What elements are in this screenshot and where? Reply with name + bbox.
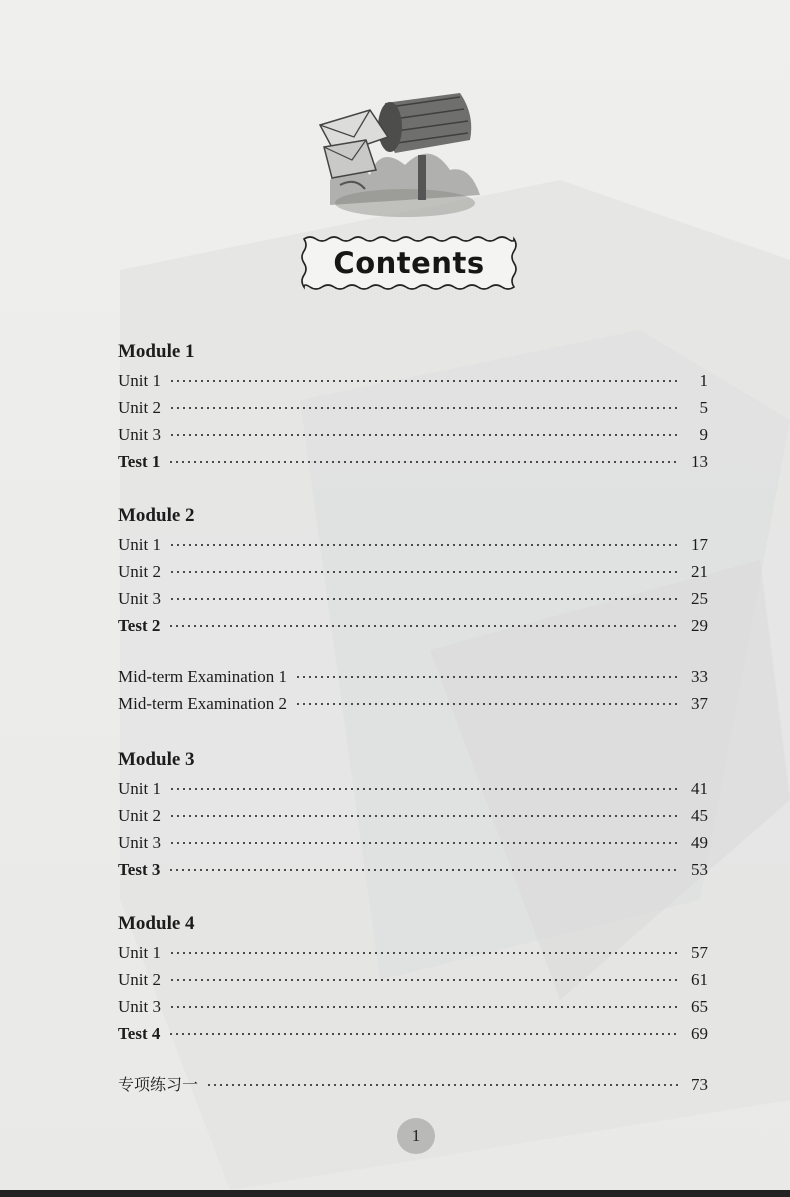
section-title: Module 3 (118, 749, 195, 770)
dot-leader (295, 676, 678, 678)
toc-entry[interactable] (118, 829, 708, 856)
mailbox-with-letters-icon (310, 85, 490, 225)
dot-leader (295, 703, 678, 705)
section-title: Module 2 (118, 505, 195, 526)
toc-entry[interactable] (118, 690, 708, 717)
entry-label: Unit 2 (118, 970, 161, 989)
entry-label: Unit 3 (118, 833, 161, 852)
dot-leader (169, 544, 678, 546)
entry-page-number: 29 (691, 616, 708, 635)
dot-leader (169, 952, 678, 954)
dot-leader (169, 571, 678, 573)
entry-page-number: 53 (691, 860, 708, 879)
toc-section-special-practice (118, 1071, 708, 1098)
entry-page-number: 57 (691, 943, 708, 962)
entry-page-number: 41 (691, 779, 708, 798)
toc-entry[interactable] (118, 856, 708, 883)
toc-entry[interactable] (118, 531, 708, 558)
entry-page-number: 49 (691, 833, 708, 852)
entry-label: Test 1 (118, 452, 161, 471)
toc-entry[interactable] (118, 1071, 708, 1098)
entry-label: Unit 1 (118, 943, 161, 962)
dot-leader (206, 1084, 678, 1086)
entry-label: Mid-term Examination 1 (118, 667, 288, 686)
entry-label: Unit 2 (118, 806, 161, 825)
entry-label: Unit 2 (118, 398, 161, 417)
toc-entry[interactable] (118, 1020, 708, 1047)
entry-page-number: 17 (691, 535, 708, 554)
entry-page-number: 9 (699, 425, 708, 444)
dot-leader (169, 842, 678, 844)
entry-page-number: 25 (691, 589, 708, 608)
dot-leader (169, 815, 678, 817)
dot-leader (169, 979, 678, 981)
entry-label: Test 3 (118, 860, 161, 879)
entry-page-number: 37 (691, 694, 708, 713)
dot-leader (168, 869, 678, 871)
toc-entry[interactable] (118, 939, 708, 966)
dot-leader (169, 788, 678, 790)
entry-page-number: 45 (691, 806, 708, 825)
toc-entry[interactable] (118, 775, 708, 802)
entry-label: 专项练习一 (118, 1075, 199, 1094)
toc-entry[interactable] (118, 663, 708, 690)
toc-entry[interactable] (118, 558, 708, 585)
toc-section-module-2 (118, 501, 708, 639)
dot-leader (169, 380, 678, 382)
entry-label: Mid-term Examination 2 (118, 694, 288, 713)
entry-label: Test 4 (118, 1024, 161, 1043)
entry-page-number: 13 (691, 452, 708, 471)
dot-leader (169, 407, 678, 409)
entry-label: Unit 2 (118, 562, 161, 581)
entry-label: Unit 1 (118, 779, 161, 798)
toc-entry[interactable] (118, 367, 708, 394)
entry-label: Unit 3 (118, 997, 161, 1016)
toc-entry[interactable] (118, 612, 708, 639)
toc-section-module-3 (118, 745, 708, 883)
dot-leader (168, 461, 678, 463)
toc-section-mid-term (118, 663, 708, 717)
entry-page-number: 69 (691, 1024, 708, 1043)
entry-label: Unit 1 (118, 535, 161, 554)
toc-entry[interactable] (118, 966, 708, 993)
toc-section-module-4 (118, 909, 708, 1047)
bottom-edge (0, 1190, 790, 1197)
entry-page-number: 73 (691, 1075, 708, 1094)
entry-page-number: 33 (691, 667, 708, 686)
dot-leader (169, 598, 678, 600)
toc-entry[interactable] (118, 993, 708, 1020)
entry-page-number: 1 (699, 371, 708, 390)
section-title: Module 4 (118, 913, 195, 934)
entry-page-number: 61 (691, 970, 708, 989)
dot-leader (168, 1033, 678, 1035)
toc-section-module-1 (118, 337, 708, 475)
dot-leader (169, 1006, 678, 1008)
entry-label: Test 2 (118, 616, 161, 635)
toc-entry[interactable] (118, 585, 708, 612)
entry-label: Unit 1 (118, 371, 161, 390)
dot-leader (169, 434, 678, 436)
toc-entry[interactable] (118, 802, 708, 829)
entry-label: Unit 3 (118, 589, 161, 608)
entry-page-number: 5 (699, 398, 708, 417)
page-number-badge: 1 (397, 1118, 435, 1154)
dot-leader (168, 625, 678, 627)
entry-label: Unit 3 (118, 425, 161, 444)
section-title: Module 1 (118, 341, 195, 362)
toc-entry[interactable] (118, 394, 708, 421)
entry-page-number: 65 (691, 997, 708, 1016)
toc-entry[interactable] (118, 421, 708, 448)
toc-entry[interactable] (118, 448, 708, 475)
page-title: Contents (333, 246, 485, 280)
entry-page-number: 21 (691, 562, 708, 581)
